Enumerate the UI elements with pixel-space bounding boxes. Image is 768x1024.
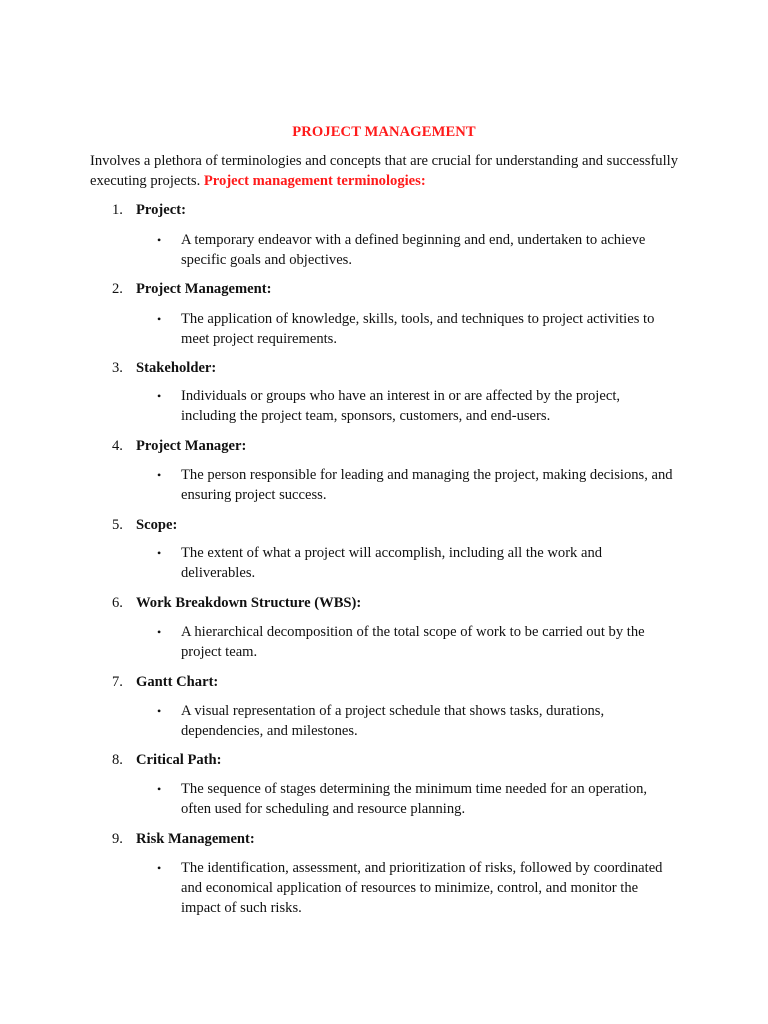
term-heading bbox=[112, 672, 712, 692]
definition-text: Individuals or groups who have an interest in or are affected by the project, including the project team, sponsors, customers, and end-users. bbox=[181, 388, 621, 424]
definition-text: The person responsible for leading and managing the project, making decisions, and ensuring project success. bbox=[181, 467, 673, 503]
intro-paragraph bbox=[90, 151, 690, 191]
term-definition bbox=[157, 779, 677, 819]
definition-text: The application of knowledge, skills, tools, and techniques to project activities to meet project requirements. bbox=[181, 311, 655, 347]
bullet-icon: • bbox=[157, 546, 162, 560]
term-number: 2. bbox=[112, 281, 123, 297]
bullet-icon: • bbox=[157, 861, 162, 875]
bullet-icon: • bbox=[157, 782, 162, 796]
term-number: 9. bbox=[112, 831, 123, 847]
term-name: Project Manager: bbox=[136, 438, 247, 454]
definition-text: The extent of what a project will accomplish, including all the work and deliverables. bbox=[181, 545, 603, 581]
intro-text: Involves a plethora of terminologies and concepts that are crucial for understanding and successfully executing projects. bbox=[90, 153, 679, 189]
term-name: Stakeholder: bbox=[136, 360, 217, 376]
term-definition bbox=[157, 465, 677, 505]
definition-text: A hierarchical decomposition of the total scope of work to be carried out by the project team. bbox=[181, 624, 645, 660]
term-number: 1. bbox=[112, 202, 123, 218]
term-name: Gantt Chart: bbox=[136, 674, 219, 690]
term-definition bbox=[157, 858, 677, 918]
intro-accent: Project management terminologies: bbox=[203, 173, 426, 189]
term-definition bbox=[157, 543, 677, 583]
term-name: Scope: bbox=[136, 517, 178, 533]
bullet-icon: • bbox=[157, 625, 162, 639]
term-definition bbox=[157, 622, 677, 662]
bullet-icon: • bbox=[157, 312, 162, 326]
term-name: Work Breakdown Structure (WBS): bbox=[136, 595, 362, 611]
term-name: Project: bbox=[136, 202, 186, 218]
term-number: 6. bbox=[112, 595, 123, 611]
definition-text: The identification, assessment, and prioritization of risks, followed by coordinated and economical application of resources to minimize, control, and monitor the impact of such risks. bbox=[181, 860, 663, 916]
term-heading bbox=[112, 279, 712, 299]
term-number: 8. bbox=[112, 752, 123, 768]
term-name: Project Management: bbox=[136, 281, 272, 297]
bullet-icon: • bbox=[157, 468, 162, 482]
term-number: 7. bbox=[112, 674, 123, 690]
term-number: 5. bbox=[112, 517, 123, 533]
term-heading bbox=[112, 515, 712, 535]
term-heading bbox=[112, 436, 712, 456]
term-definition bbox=[157, 701, 677, 741]
term-definition bbox=[157, 309, 677, 349]
bullet-icon: • bbox=[157, 704, 162, 718]
term-heading bbox=[112, 358, 712, 378]
document-title: PROJECT MANAGEMENT bbox=[292, 124, 476, 140]
term-heading bbox=[112, 829, 712, 849]
term-heading bbox=[112, 200, 712, 220]
term-heading bbox=[112, 593, 712, 613]
bullet-icon: • bbox=[157, 233, 162, 247]
term-name: Risk Management: bbox=[136, 831, 255, 847]
term-definition bbox=[157, 230, 677, 270]
term-heading bbox=[112, 750, 712, 770]
term-name: Critical Path: bbox=[136, 752, 222, 768]
definition-text: A visual representation of a project schedule that shows tasks, durations, dependencies, and milestones. bbox=[181, 703, 605, 739]
bullet-icon: • bbox=[157, 389, 162, 403]
term-definition bbox=[157, 386, 677, 426]
term-number: 4. bbox=[112, 438, 123, 454]
definition-text: A temporary endeavor with a defined beginning and end, undertaken to achieve specific goals and objectives. bbox=[181, 232, 646, 268]
definition-text: The sequence of stages determining the minimum time needed for an operation, often used for scheduling and resource planning. bbox=[181, 781, 648, 817]
term-number: 3. bbox=[112, 360, 123, 376]
